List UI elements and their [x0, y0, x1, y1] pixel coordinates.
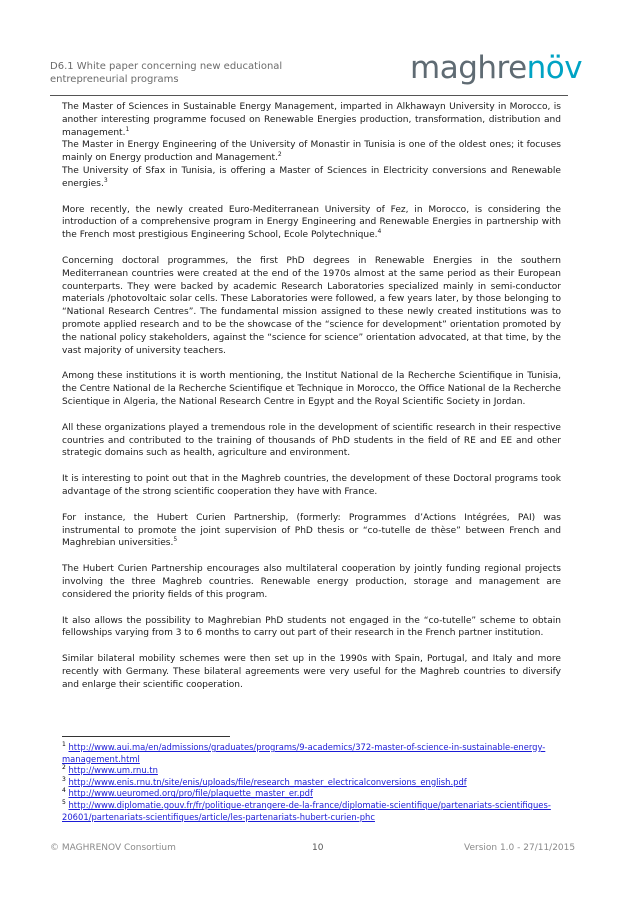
paragraph: Concerning doctoral programmes, the first PhD degrees in Renewable Energies in the southern Mediterranean countries were created at the end of the 1970s almost at the same period as their European counterparts. They were backed by academic Research Laboratories specialized mainly in semi-conductor materials /photovoltaic solar cells. These Laboratories were followed, a few years later, by those belonging to “National Research Centres”. The fundamental mission assigned to these newly created institutions was to promote applied research and to be the showcase of the “science for development” orientation promoted by the national policy stakeholders, against the “science for science” orientation advocated, at that time, by the vast majority of university teachers.	[62, 255, 561, 356]
paragraph: For instance, the Hubert Curien Partnership, (formerly: Programmes d’Actions Intégrées, PAI) was instrumental to promote the joint supervision of PhD thesis or “co-tutelle de thèse” between French and Maghrebian universities.$^5$	[62, 512, 561, 549]
footnote-ref[interactable]: 2	[277, 151, 282, 159]
footnote: $^1$ http://www.aui.ma/en/admissions/graduates/programs/9-academics/372-master-of-science-in-sustainable-energy-management.html	[62, 741, 546, 764]
paragraph: The Hubert Curien Partnership encourages also multilateral cooperation by jointly funding regional projects involving the three Maghreb countries. Renewable energy production, storage and management are considered the priority fields of this program.	[62, 564, 561, 600]
paragraph: It is interesting to point out that in the Maghreb countries, the development of these Doctoral programs took advantage of the strong scientific cooperation they have with France.	[62, 474, 561, 497]
footnote-link[interactable]: http://www.enis.rnu.tn/site/enis/uploads/file/research_master_electricalconversions_english.pdf	[68, 776, 467, 787]
footnote-divider	[62, 736, 230, 737]
footnote: $^3$ http://www.enis.rnu.tn/site/enis/uploads/file/research_master_electricalconversions_english.pdf	[62, 775, 467, 787]
document-body	[62, 101, 561, 691]
page-number: 10	[312, 843, 324, 853]
paragraph: The Master of Sciences in Sustainable Energy Management, imparted in Alkhawayn University in Morocco, is another interesting programme focused on Renewable Energies production, transformation, distribution and management.$^1$ The Master in Energy Engineering of the University of Monastir in Tunisia is one of the oldest ones; it focuses mainly on Energy production and Management.$^2$ The University of Sfax in Tunisia, is offering a Master of Sciences in Electricity conversions and Renewable energies.$^3$	[62, 102, 561, 189]
footnote: $^2$ http://www.um.rnu.tn	[62, 764, 158, 776]
maghrenov-logo: maghrenöv	[410, 50, 583, 86]
footnote: $^4$ http://www.ueuromed.org/pro/file/plaquette_master_er.pdf	[62, 787, 313, 799]
footnote-ref[interactable]: 1	[125, 125, 130, 133]
footnote-link[interactable]: http://www.um.rnu.tn	[68, 765, 158, 776]
footnote-ref[interactable]: 3	[103, 176, 108, 184]
paragraph: It also allows the possibility to Maghrebian PhD students not engaged in the “co-tutelle” scheme to obtain fellowships varying from 3 to 6 months to carry out part of their research in the French partner institution.	[62, 615, 561, 639]
footnote: $^5$ http://www.diplomatie.gouv.fr/fr/politique-etrangere-de-la-france/diplomatie-scientifique/partenariats-scientifiques-20601/partenariats-scientifiques/article/les-partenariats-hubert-curien-phc	[62, 799, 551, 822]
footnote-link[interactable]: http://www.diplomatie.gouv.fr/fr/politique-etrangere-de-la-france/diplomatie-scientifique/partenariats-scientifiques-20601/partenariats-scientifiques/article/les-partenariats-hubert-curien-phc	[62, 799, 551, 822]
footnote-link[interactable]: http://www.ueuromed.org/pro/file/plaquette_master_er.pdf	[68, 788, 313, 799]
footnote-ref[interactable]: 4	[377, 228, 382, 236]
footnote-link[interactable]: http://www.aui.ma/en/admissions/graduates/programs/9-academics/372-master-of-science-in-sustainable-energy-management.html	[62, 742, 546, 764]
paragraph: All these organizations played a tremendous role in the development of scientific research in their respective countries and contributed to the training of thousands of PhD students in the field of RE and EE and other strategic domains such as health, agriculture and environment.	[62, 422, 561, 459]
footnotes	[62, 742, 561, 823]
document-header-title: D6.1 White paper concerning new educational entrepreneurial programs	[50, 61, 283, 85]
paragraph: Among these institutions it is worth mentioning, the Institut National de la Recherche Scientifique in Tunisia, the Centre National de la Recherche Scientifique et Technique in Morocco, the Office National de la Recherche Scientique in Algeria, the National Research Centre in Egypt and the Royal Scientific Society in Jordan.	[62, 371, 561, 407]
paragraph: More recently, the newly created Euro-Mediterranean University of Fez, in Morocco, is considering the introduction of a comprehensive program in Energy Engineering and Renewable Energies in partnership with the French most prestigious Engineering School, Ecole Polytechnique.$^4$	[62, 204, 561, 241]
header-divider	[50, 95, 568, 96]
footer-version: Version 1.0 - 27/11/2015	[464, 843, 576, 853]
paragraph: Similar bilateral mobility schemes were then set up in the 1990s with Spain, Portugal, and Italy and more recently with Germany. These bilateral agreements were very useful for the Maghreb countries to diversify and enlarge their scientific cooperation.	[62, 654, 561, 690]
footnote-ref[interactable]: 5	[173, 536, 178, 544]
footer-copyright: © MAGHRENOV Consortium	[50, 843, 176, 853]
